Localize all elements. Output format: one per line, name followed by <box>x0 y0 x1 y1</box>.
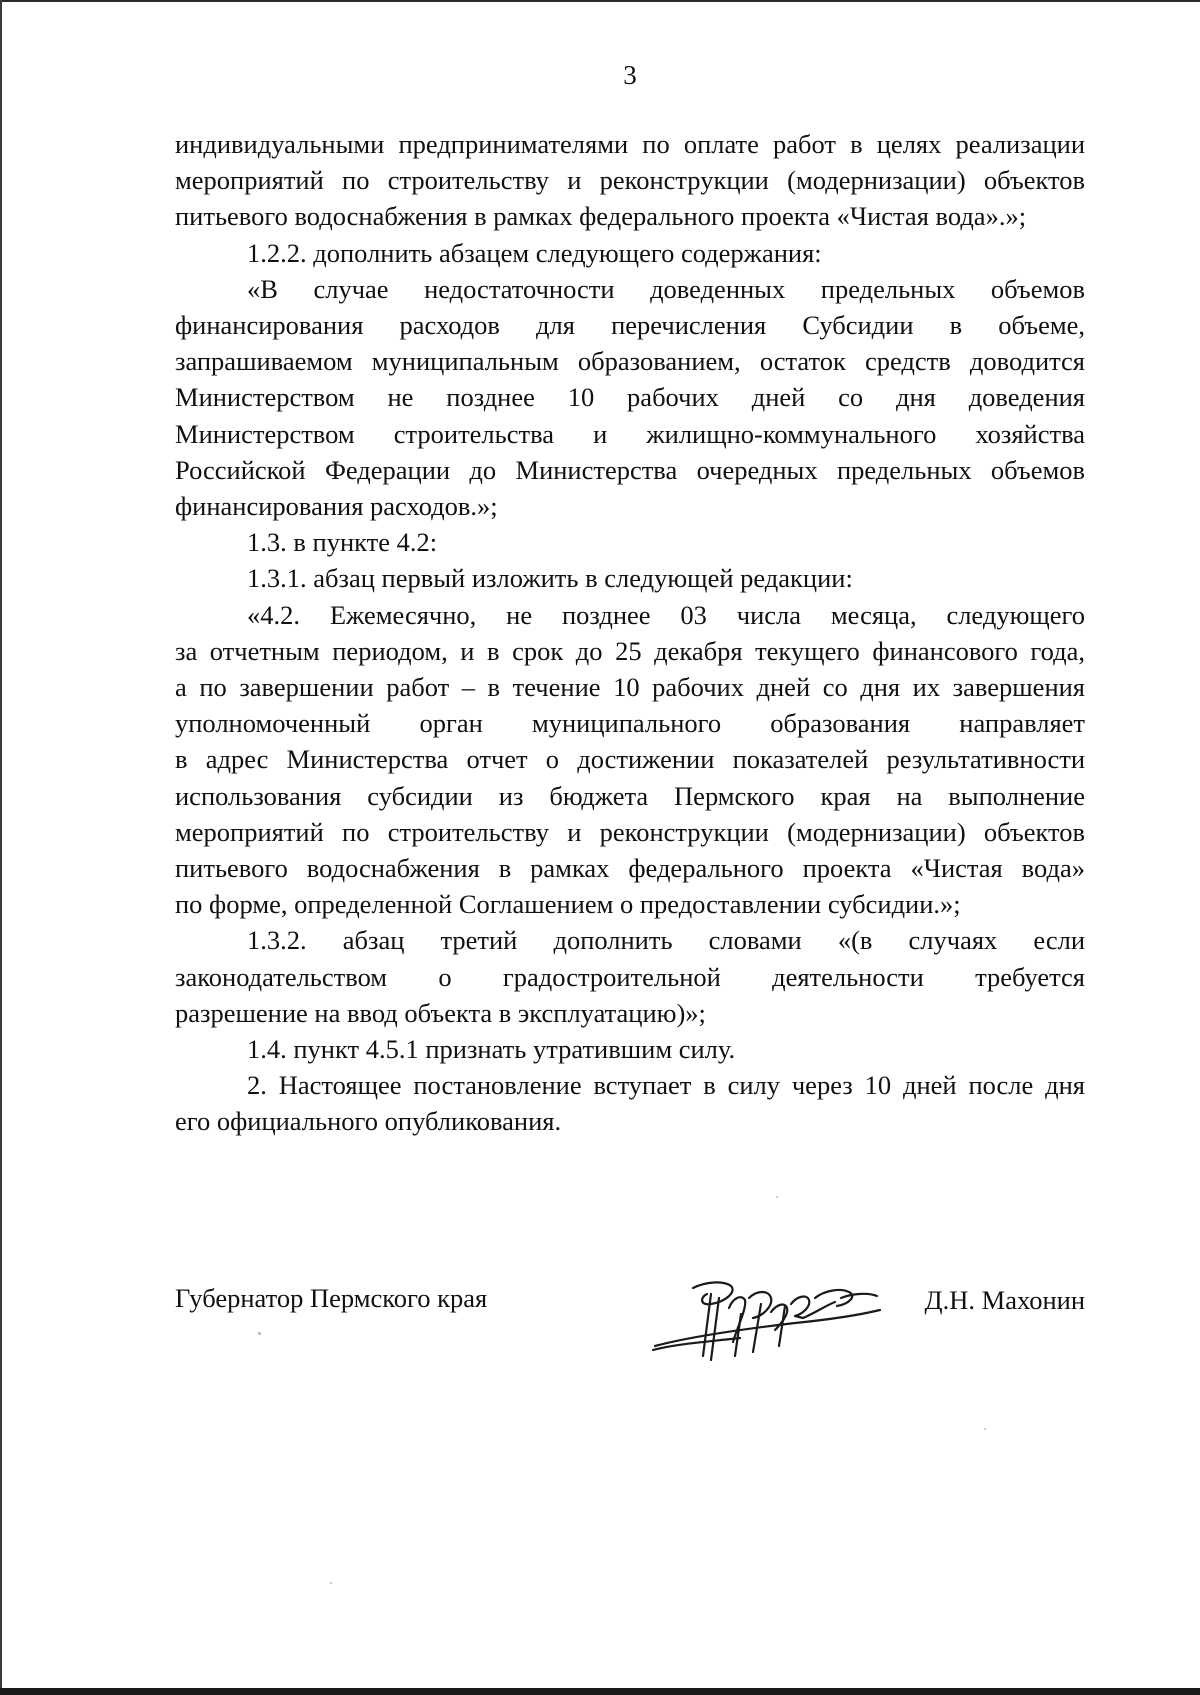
scan-edge-left <box>0 0 2 1695</box>
text-line: разрешение на ввод объекта в эксплуатацию)»; <box>175 997 706 1028</box>
text-line: уполномоченный орган муниципального образования направляет <box>175 708 1085 739</box>
paragraph <box>175 597 1085 923</box>
signature-block <box>175 1268 1085 1378</box>
text-line: 1.3.2. абзац третий дополнить словами «(в случаях если <box>247 925 1085 956</box>
paragraph <box>175 271 1085 524</box>
text-line: его официального опубликования. <box>175 1106 562 1137</box>
paragraph <box>175 922 1085 1031</box>
text-line: за отчетным периодом, и в срок до 25 декабря текущего финансового года, <box>175 635 1085 666</box>
text-line: мероприятий по строительству и реконструкции (модернизации) объектов <box>175 816 1085 847</box>
text-line: финансирования расходов.»; <box>175 491 498 522</box>
text-line: 2. Настоящее постановление вступает в силу через 10 дней после дня <box>247 1070 1085 1101</box>
signatory-name: Д.Н. Махонин <box>924 1285 1085 1315</box>
text-line: 1.4. пункт 4.5.1 признать утратившим силу. <box>247 1034 736 1065</box>
scan-speck <box>984 1428 986 1430</box>
paragraph <box>175 235 1085 271</box>
paragraph <box>175 524 1085 560</box>
text-line: питьевого водоснабжения в рамках федерального проекта «Чистая вода» <box>175 853 1085 884</box>
scan-speck <box>776 1196 778 1198</box>
paragraph <box>175 1067 1085 1139</box>
text-line: «4.2. Ежемесячно, не позднее 03 числа месяца, следующего <box>247 599 1085 630</box>
document-body <box>175 126 1085 1140</box>
scan-speck <box>330 1582 332 1584</box>
text-line: Министерством не позднее 10 рабочих дней со дня доведения <box>175 382 1085 413</box>
scan-edge-bottom <box>0 1688 1200 1695</box>
scan-edge-top <box>0 0 1200 2</box>
signatory-position: Губернатор Пермского края <box>175 1283 488 1313</box>
text-line: законодательством о градостроительной деятельности требуется <box>175 961 1085 992</box>
text-line: мероприятий по строительству и реконструкции (модернизации) объектов <box>175 165 1085 196</box>
text-line: использования субсидии из бюджета Пермского края на выполнение <box>175 780 1085 811</box>
scan-speck <box>258 1332 261 1335</box>
paragraph <box>175 560 1085 596</box>
text-line: запрашиваемом муниципальным образованием, остаток средств доводится <box>175 346 1085 377</box>
text-line: в адрес Министерства отчет о достижении показателей результативности <box>175 744 1085 775</box>
text-line: а по завершении работ – в течение 10 рабочих дней со дня их завершения <box>175 672 1085 703</box>
paragraph <box>175 126 1085 235</box>
text-line: по форме, определенной Соглашением о предоставлении субсидии.»; <box>175 889 961 920</box>
text-line: питьевого водоснабжения в рамках федерального проекта «Чистая вода».»; <box>175 201 1027 232</box>
text-line: 1.3. в пункте 4.2: <box>247 527 438 558</box>
text-line: финансирования расходов для перечисления Субсидии в объеме, <box>175 310 1085 341</box>
text-line: Министерством строительства и жилищно-коммунального хозяйства <box>175 418 1085 449</box>
handwritten-signature <box>645 1268 885 1368</box>
text-line: 1.3.1. абзац первый изложить в следующей редакции: <box>247 563 853 594</box>
paragraph <box>175 1031 1085 1067</box>
text-line: 1.2.2. дополнить абзацем следующего содержания: <box>247 237 822 268</box>
text-line: индивидуальными предпринимателями по оплате работ в целях реализации <box>175 129 1085 159</box>
text-line: «В случае недостаточности доведенных предельных объемов <box>247 273 1085 304</box>
page-number: 3 <box>623 60 637 90</box>
text-line: Российской Федерации до Министерства очередных предельных объемов <box>175 454 1085 485</box>
